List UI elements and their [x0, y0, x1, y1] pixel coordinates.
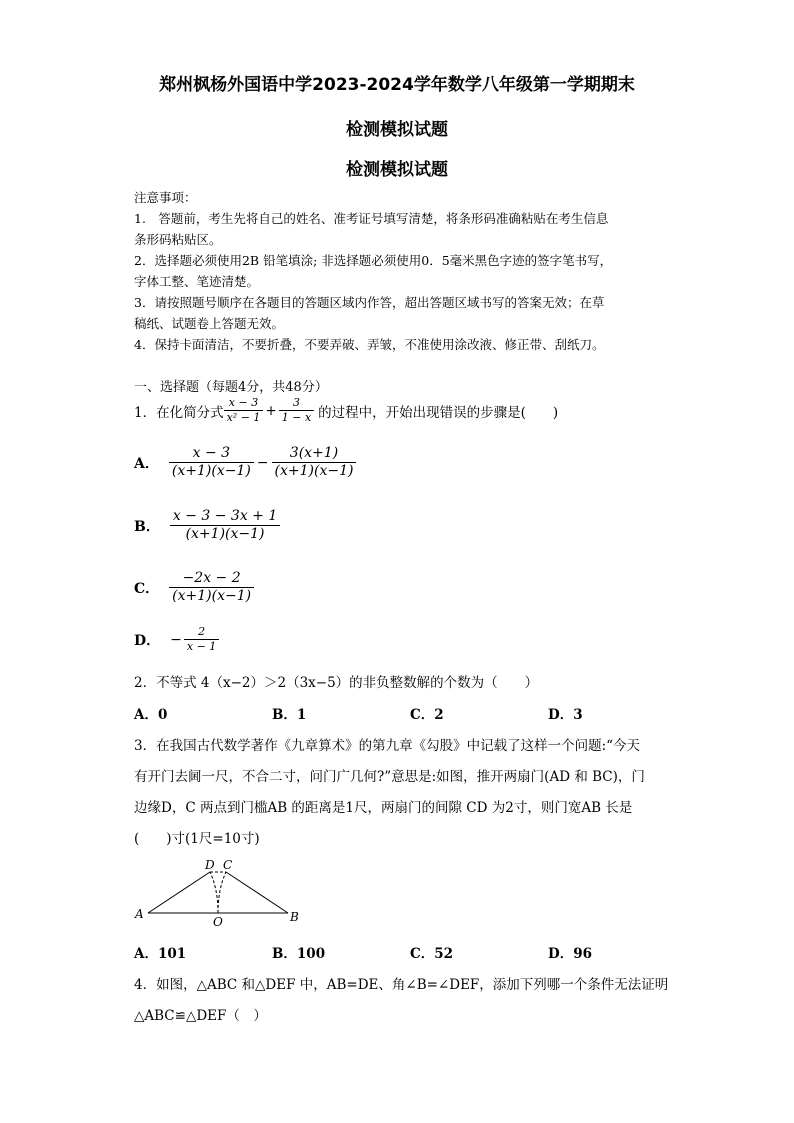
question-3-line: 边缘D，C 两点到门槛AB 的距离是1尺，两扇门的间隙 CD 为2寸，则门宽AB 长是	[134, 800, 633, 816]
notice-line: 2．选择题必须使用2B 铅笔填涂; 非选择题必须使用0．5毫米黑色字迹的签字笔书写，	[134, 253, 613, 268]
q1-fraction-2: $\frac{3}{1 - x}$	[279, 396, 314, 425]
label-a: A	[135, 907, 144, 921]
option-a-fraction-2: $\frac{3(x+1)}{(x+1)(x-1)}$	[272, 445, 357, 480]
q3-option-c: C．52	[410, 946, 454, 962]
q1-suffix: 的过程中，开始出现错误的步骤是( )	[318, 404, 559, 421]
exam-subtitle: 检测模拟试题	[346, 120, 448, 140]
q1-option-c: C． $\frac{-2x - 2}{(x+1)(x-1)}$	[134, 570, 254, 605]
q2-option-c: C．2	[410, 707, 444, 723]
q1-option-d: D． − $\frac{2}{x - 1}$	[134, 625, 219, 654]
q1-option-b: B． $\frac{x - 3 - 3x + 1}{(x+1)(x-1)}$	[134, 508, 280, 543]
arc-left	[210, 872, 218, 913]
question-2: 2．不等式 4（x−2）＞2（3x−5）的非负整数解的个数为（ ）	[134, 675, 539, 691]
option-b-fraction: $\frac{x - 3 - 3x + 1}{(x+1)(x-1)}$	[170, 508, 280, 543]
q1-fraction-1: $\frac{x - 3}{\text{x² − 1}}$	[224, 396, 264, 425]
notice-line: 稿纸、试题卷上答题无效。	[134, 316, 285, 331]
notice-line: 4．保持卡面清洁，不要折叠，不要弄破、弄皱，不准使用涂改液、修正带、刮纸刀。	[134, 337, 605, 352]
notice-line: 3．请按照题号顺序在各题目的答题区域内作答，超出答题区域书写的答案无效；在草	[134, 295, 605, 310]
q2-option-a: A．0	[134, 707, 168, 723]
q1-plus: +	[265, 402, 277, 419]
option-c-fraction: $\frac{-2x - 2}{(x+1)(x-1)}$	[169, 570, 254, 605]
label-b: B	[290, 910, 299, 924]
option-a-fraction-1: $\frac{x - 3}{(x+1)(x-1)}$	[169, 445, 254, 480]
question-3-line: ( )寸(1尺=10寸)	[134, 831, 260, 847]
question-4-line: 4．如图，△ABC 和△DEF 中，AB=DE、角∠B=∠DEF，添加下列哪一个条件无法证明	[134, 977, 669, 993]
q2-option-b: B．1	[272, 707, 307, 723]
question-3-line: 3．在我国古代数学著作《九章算术》的第九章《勾股》中记载了这样一个问题:“今天	[134, 738, 641, 754]
q1-option-a: A． $\frac{x - 3}{(x+1)(x-1)}$ − $\frac{3(x+1)}{(x+1)(x-1)}$	[134, 445, 356, 480]
question-3-line: 有开门去阃一尺，不合二寸，问门广几何?”意思是:如图，推开两扇门(AD 和 BC)，门	[134, 769, 645, 785]
exam-title: 郑州枫杨外国语中学2023-2024学年数学八年级第一学期期末	[159, 75, 635, 95]
door-figure	[130, 855, 320, 935]
q3-option-b: B．100	[272, 946, 326, 962]
notice-line: 条形码粘贴区。	[134, 232, 222, 247]
line-cb	[226, 872, 288, 913]
notice-line: 1. 答题前，考生先将自己的姓名、准考证号填写清楚，将条形码准确粘贴在考生信息	[134, 211, 609, 226]
line-ad	[148, 872, 210, 913]
option-d-fraction: $\frac{2}{x - 1}$	[184, 625, 219, 654]
notice-heading: 注意事项：	[134, 190, 197, 205]
exam-subtitle-repeat: 检测模拟试题	[346, 160, 448, 180]
label-d: D	[205, 858, 215, 872]
q1-prefix: 1．在化简分式	[134, 404, 224, 421]
arc-right	[218, 872, 226, 913]
question-1	[134, 396, 558, 425]
label-c: C	[223, 858, 233, 872]
notice-line: 字体工整、笔迹清楚。	[134, 274, 260, 289]
q3-option-a: A．101	[134, 946, 187, 962]
question-4-line: △ABC≌△DEF（ ）	[134, 1008, 267, 1024]
section-heading: 一、选择题（每题4分，共48分）	[134, 380, 328, 395]
q3-option-d: D．96	[548, 946, 592, 962]
q2-option-d: D．3	[548, 707, 583, 723]
label-o: O	[213, 915, 223, 929]
